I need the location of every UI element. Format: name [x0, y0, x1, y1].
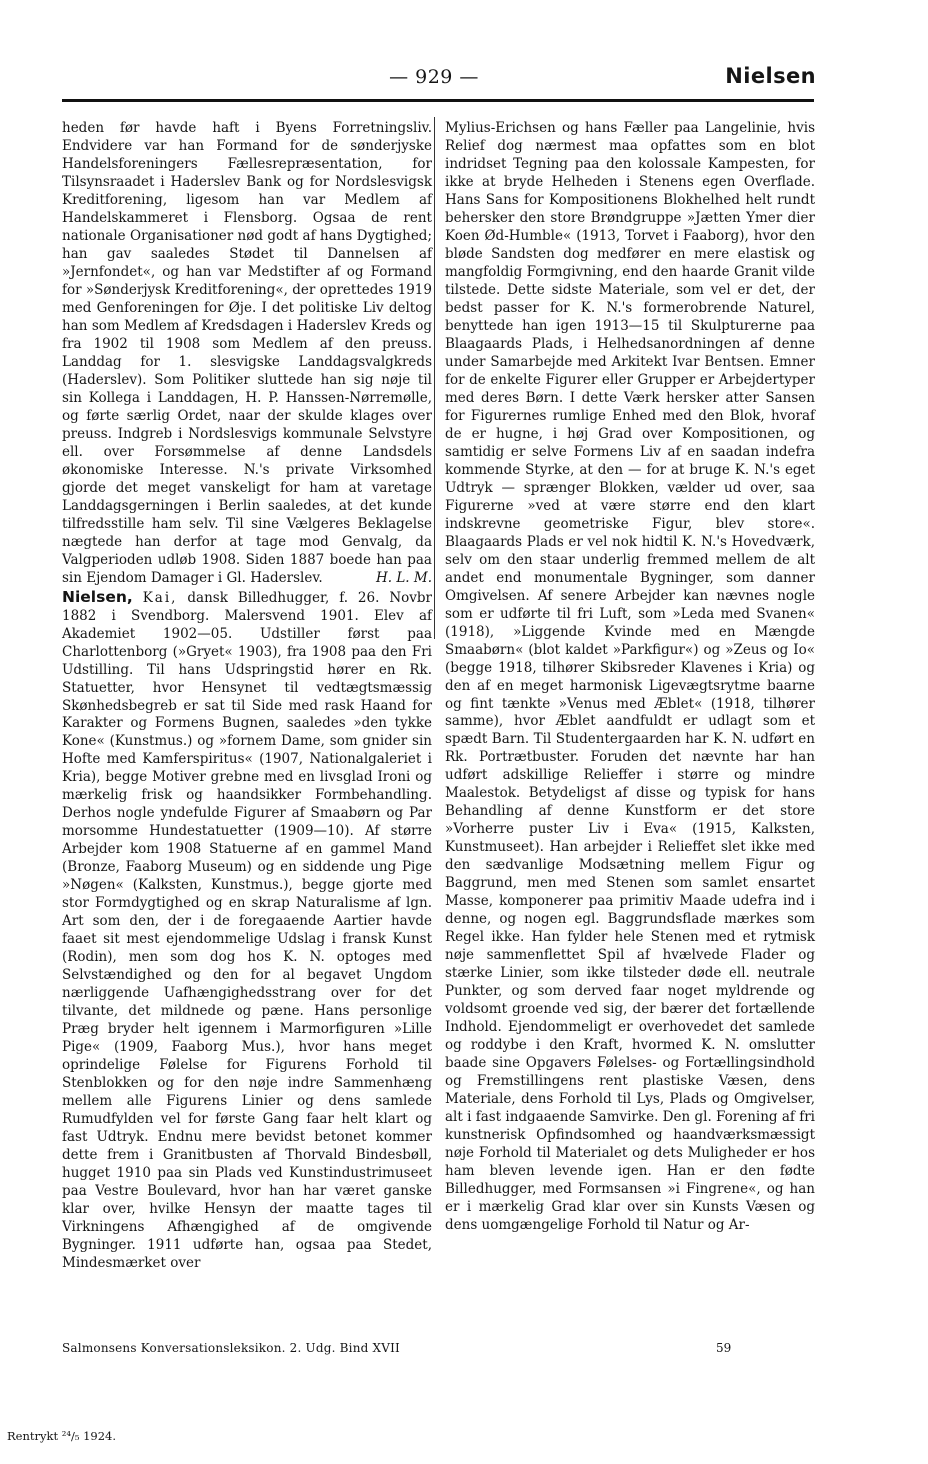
entry-kai-nielsen — [62, 588, 432, 1273]
running-head: Nielsen — [725, 64, 816, 88]
previous-entry-continuation: heden før havde haft i Byens Forretningsliv. Endvidere var han Formand for de sønderjyske Handelsforeningers Fællesrepræsentation, for Tilsynsraadet i Haderslev Bank og for Nordslesvigsk Kreditforening, ligesom han var Medlem af Handelskammeret i Flensborg. Ogsaa de rent nationale Organisationer nød godt af hans Dygtighed; han gav saaledes Stødet til Dannelsen af »Jernfondet«, og han var Medstifter af og Formand for »Sønderjysk Kreditforening«, der oprettedes 1919 med Genforeningen for Øje. I det politiske Liv deltog han som Medlem af Kredsdagen i Haderslev Kreds og fra 1902 til 1908 som Medlem af den preuss. Landdag for 1. slesvigske Landdagsvalgkreds (Haderslev). Som Politiker sluttede han sig nøje til sin Kollega i Landdagen, H. P. Hanssen-Nørremølle, og førte særlig Ordet, naar der skulde klages over preuss. Indgreb i Nordslesvigs kommunale Selvstyre ell. over Forsømmelse af denne Landsdels økonomiske Interesse. N.'s private Virksomhed gjorde det meget vanskeligt for ham at varetage Landdagsgerningen i Berlin saaledes, at det kunde tilfredsstille ham selv. Til sine Vælgeres Beklagelse nægtede han derfor at tage mod Genvalg, da Valgperioden udløb 1908. Siden 1887 boede han paa sin Ejendom Damager i Gl. Haderslev. — [62, 120, 432, 586]
reprint-note: Rentrykt ²⁴/₅ 1924. — [7, 1429, 117, 1443]
author-signature: H. L. M. — [375, 569, 432, 586]
right-column — [445, 120, 815, 1235]
page-number: — 929 — — [389, 66, 479, 88]
previous-entry-text — [62, 120, 432, 588]
left-column — [62, 120, 432, 1273]
footer-publication: Salmonsens Konversationsleksikon. 2. Udg. Bind XVII — [62, 1341, 401, 1355]
footer-signature-mark: 59 — [716, 1341, 732, 1355]
entry-given-name: Kai, — [142, 589, 178, 606]
column-divider — [434, 117, 435, 639]
header-rule — [62, 99, 814, 102]
entry-continuation: Mylius-Erichsen og hans Fæller paa Langelinie, hvis Relief dog nærmest maa opfattes som en blot indridset Tegning paa den kolossale Kampesten, for ikke at bryde Helheden i Stenens egen Overflade. Hans Sans for Kompositionens Blokhelhed helt rundt behersker den store Brøndgruppe »Jætten Ymer dier Koen Ød-Humble« (1913, Torvet i Faaborg), hvor den bløde Sandsten dog medfører en mere elastisk og mangfoldig Formgivning, end den haarde Granit vilde tilstede. Dette sidste Materiale, som vel er det, der bedst passer for K. N.'s formerobrende Naturel, benyttede han igen 1913—15 til Skulpturerne paa Blaagaards Plads, i Helhedsanordningen af denne under Samarbejde med Arkitekt Ivar Bentsen. Emner for de enkelte Figurer eller Grupper er Arbejdertyper med deres Børn. I dette Værk hersker atter Sansen for Figurernes rumlige Enhed med den Blok, hvoraf de er hugne, i høj Grad over Kompositionen, og samtidig er selve Formens Liv af en saadan indefra kommende Styrke, at den — for at bruge K. N.'s eget Udtryk — sprænger Blokken, vælder ud over, saa Figurerne »ved at være større end den klart indskrevne geometriske Figur, blev store«. Blaagaards Plads er vel nok hidtil K. N.'s Hovedværk, selv om den staar underlig fremmed mellem de alt andet end monumentale Bygninger, som danner Omgivelsen. Af senere Arbejder kan nævnes nogle som er udførte til fri Luft, som »Leda med Svanen« (1918), »Liggende Kvinde med en Mængde Smaabørn« (blot kaldet »Parkfigur«) og »Zeus og Io« (begge 1918, tilhører Skibsreder Klavenes i Kria) og den af en meget harmonisk Ligevægtsrytme baarne og fint tænkte »Venus med Æblet« (1918, tilhører samme), hvor Æblet aandfuldt er udlagt som et spædt Barn. Til Studentergaarden har K. N. udført en Rk. Portrætbuster. Foruden det nævnte har han udført adskillige Relieffer i større og mindre Maalestok. Betydeligst af disse og typisk for hans Behandling af denne Kunstform er det store »Vorherre puster Liv i Eva« (1915, Kalksten, Kunstmuseet). Han arbejder i Relieffet slet ikke med den sædvanlige Modsætning mellem Figur og Baggrund, men med Stenen som samlet ensartet Masse, komponerer paa primitiv Maade udefra ind i denne, og nogen egl. Baggrundsflade mærkes som Regel ikke. Han fylder hele Stenen med et rytmisk nøje sammenflettet Spil af hvælvede Flader og stærke Linier, som ikke tilsteder døde ell. neutrale Punkter, og som derved faar noget myldrende og voldsomt groende ved sig, der bærer det fortællende Indhold. Ejendommeligt er overhovedet det samlede og roddybe i den Kraft, hvormed K. N. omslutter baade sine Opgavers Følelses- og Fortællingsindhold og Fremstillingens rent plastiske Væsen, dens Materiale, dens Forhold til Lys, Plads og Omgivelser, alt i fast indgaaende Samvirke. Den gl. Forening af fri kunstnerisk Opfindsomhed og haandværksmæssigt nøje Forhold til Materialet og dets Muligheder er hos ham bleven levende igen. Han er den fødte Billedhugger, med Formsansen »i Fingrene«, og han er i mærkelig Grad klar over sin Kunsts Væsen og dens uomgængelige Forhold til Natur og Ar- — [445, 120, 815, 1234]
entry-headword: Nielsen, — [62, 587, 133, 606]
entry-body: dansk Billedhugger, f. 26. Novbr 1882 i Svendborg. Malersvend 1901. Elev af Akademiet 1902—05. Udstiller først paa Charlottenborg (»Gryet« 1903), fra 1908 paa den Fri Udstilling. Til hans Udspringstid hører en Rk. Statuetter, hvor Hensynet til vedtægtsmæssig Skønhedsbegreb er sat til Side med rask Haand for Karakter og Formens Bugnen, saaledes »den tykke Kone« (Kunstmus.) og »fornem Dame, som gnider sin Hofte med Kamferspiritus« (1907, Nationalgaleriet i Kria), begge Motiver grebne med en livsglad Ironi og mærkelig frisk og haandsikker Formbehandling. Derhos nogle yndefulde Figurer af Smaabørn og Par morsomme Hundestatuetter (1909—10). Af større Arbejder kom 1908 Statuerne af en gammel Mand (Bronze, Faaborg Museum) og en siddende ung Pige »Nøgen« (Kalksten, Kunstmus.), begge gjorte med stor Formdygtighed og en skrap Naturalisme af lgn. Art som den, der i de foregaaende Aartier havde faaet sit mest ejendommelige Udslag i fransk Kunst (Rodin), men som dog hos K. N. optoges med Selvstændighed og den for al begavet Ungdom nærliggende Uafhængighedsstrang over for det tilvante, det mildnede og pæne. Hans personlige Præg bryder helt igennem i Marmorfiguren »Lille Pige« (1909, Faaborg Mus.), hvor hans meget oprindelige Følelse for Figurens Forhold til Stenblokken og for den nøje indre Sammenhæng mellem alle Figurens Linier og dens samlede Rumudfylden vel for første Gang faar helt klart og fast Udtryk. Endnu mere bevidst betonet kommer dette frem i Granitbusten af Thorvald Bindesbøll, hugget 1910 paa sin Plads ved Kunstindustrimuseet paa Vestre Boulevard, hvor han har været ganske klar over, hvilke Hensyn der maatte tages til Virkningens Afhængighed af de omgivende Bygninger. 1911 udførte han, ogsaa paa Stedet, Mindesmærket over — [62, 589, 432, 1272]
